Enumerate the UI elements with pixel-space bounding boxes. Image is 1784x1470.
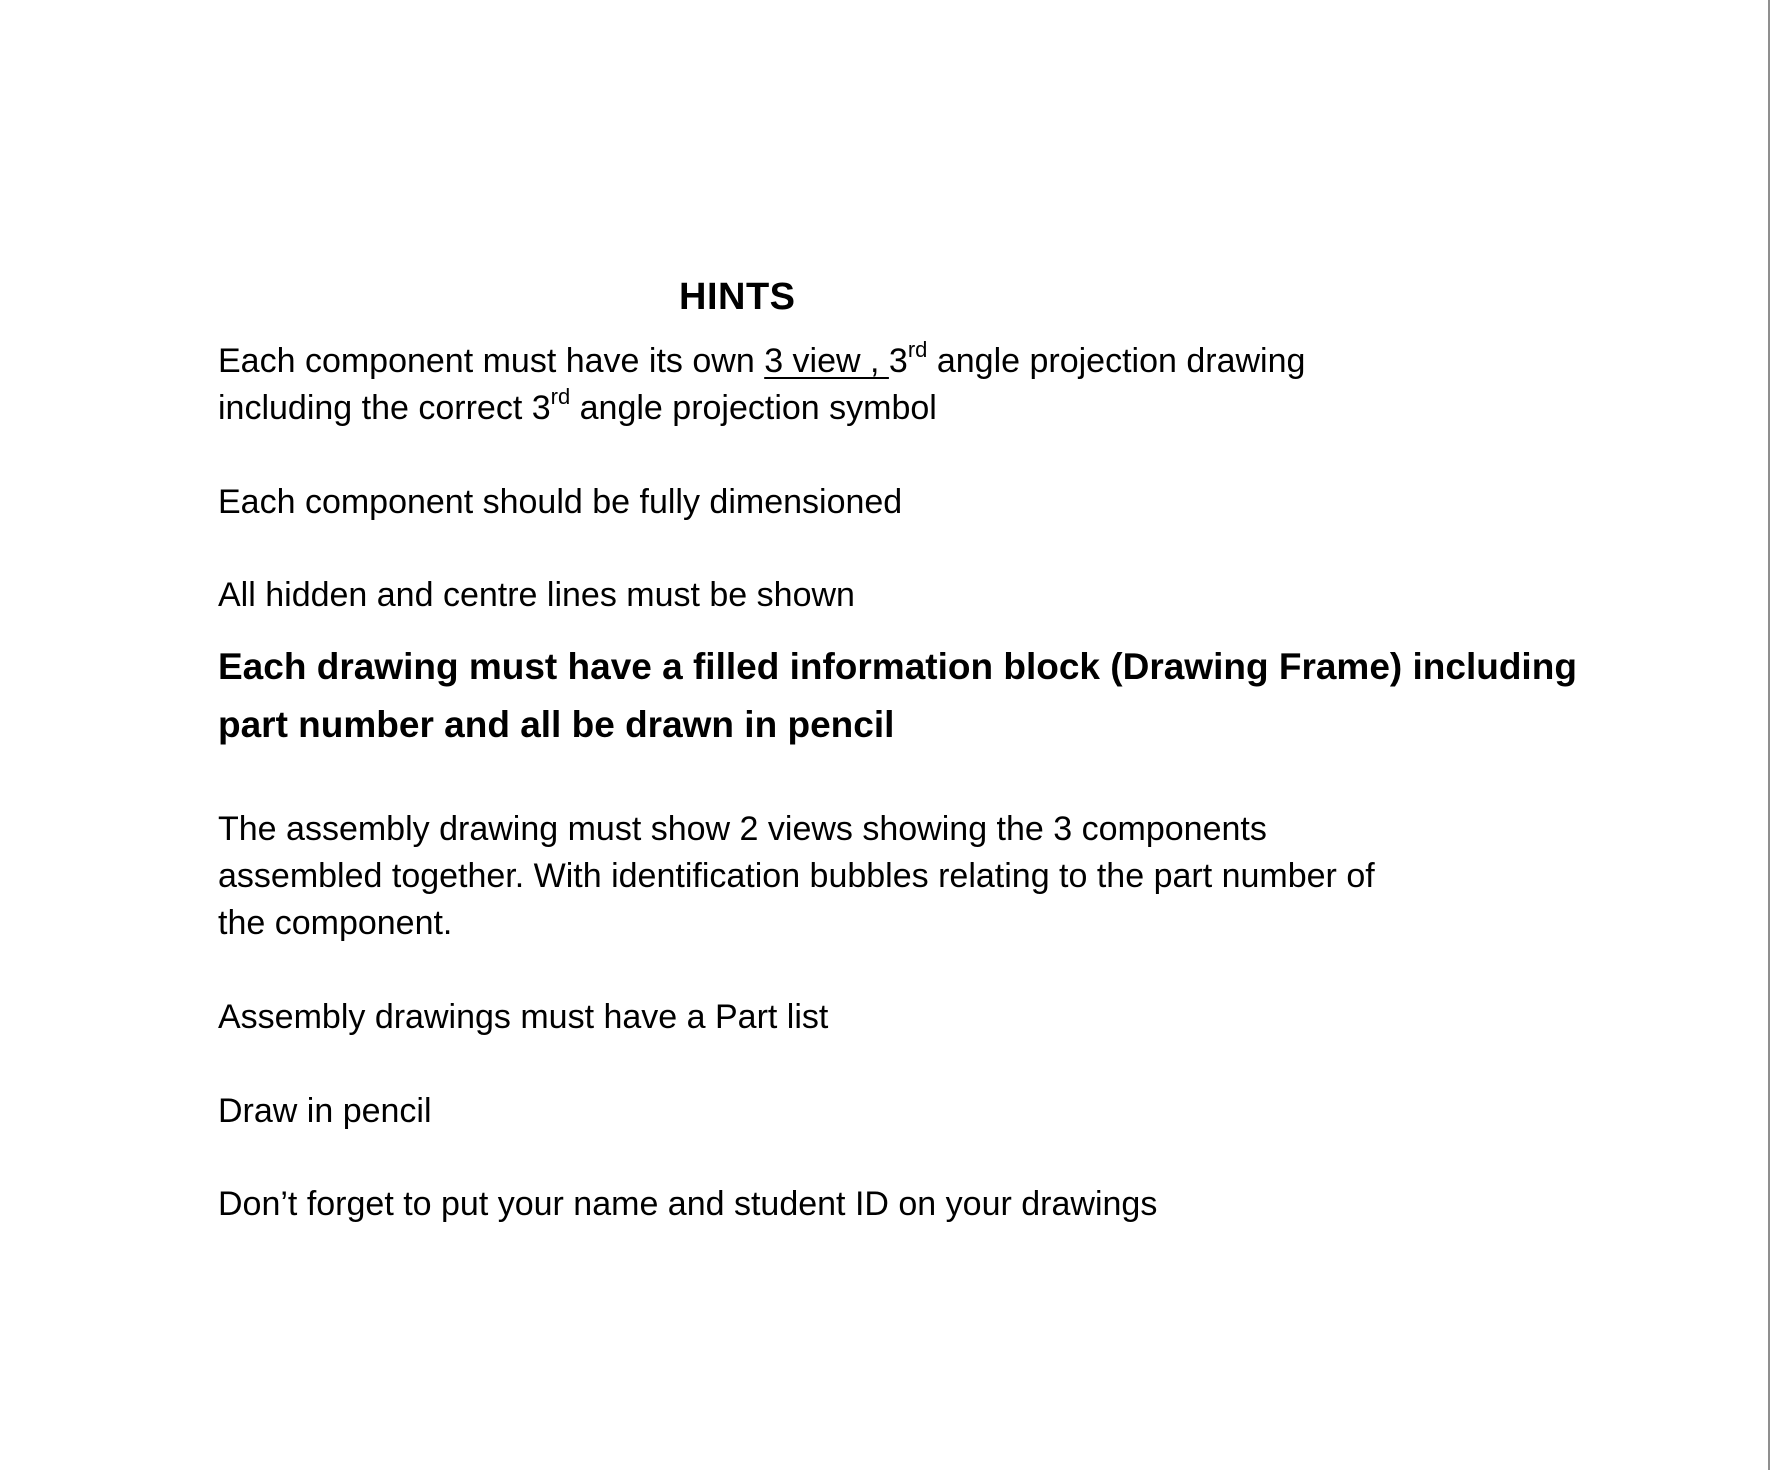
hint-name-id: Don’t forget to put your name and student ID on your drawings bbox=[218, 1185, 1158, 1223]
text-span: Each component must have its own bbox=[218, 342, 765, 380]
hint-assembly-views-line-1: The assembly drawing must show 2 views showing the 3 components bbox=[218, 810, 1267, 848]
text-span: angle projection symbol bbox=[570, 389, 937, 427]
hint-hidden-lines: All hidden and centre lines must be shown bbox=[218, 576, 855, 614]
hint-projection-line-2 bbox=[218, 385, 1305, 432]
hint-information-block-line-2: part number and all be drawn in pencil bbox=[218, 704, 895, 745]
superscript: rd bbox=[907, 337, 928, 362]
page-edge-divider bbox=[1768, 0, 1784, 1470]
text-span: 3 bbox=[888, 342, 908, 380]
hint-information-block-line-1: Each drawing must have a filled information block (Drawing Frame) including bbox=[218, 646, 1577, 687]
hint-projection-line-1 bbox=[218, 338, 1305, 385]
hint-projection bbox=[218, 338, 1305, 432]
text-span: including the correct 3 bbox=[218, 389, 551, 427]
hint-dimensioned: Each component should be fully dimensioned bbox=[218, 483, 903, 521]
hint-information-block bbox=[218, 638, 1577, 754]
page-title: HINTS bbox=[679, 276, 796, 318]
superscript: rd bbox=[550, 384, 571, 409]
hint-assembly-views-line-3: the component. bbox=[218, 904, 453, 942]
hint-part-list: Assembly drawings must have a Part list bbox=[218, 998, 829, 1036]
hint-draw-pencil: Draw in pencil bbox=[218, 1092, 432, 1130]
underlined-text: 3 view , bbox=[764, 342, 889, 380]
hint-assembly-views-line-2: assembled together. With identification bubbles relating to the part number of bbox=[218, 857, 1375, 895]
text-span: angle projection drawing bbox=[927, 342, 1306, 380]
hint-assembly-views bbox=[218, 806, 1375, 947]
